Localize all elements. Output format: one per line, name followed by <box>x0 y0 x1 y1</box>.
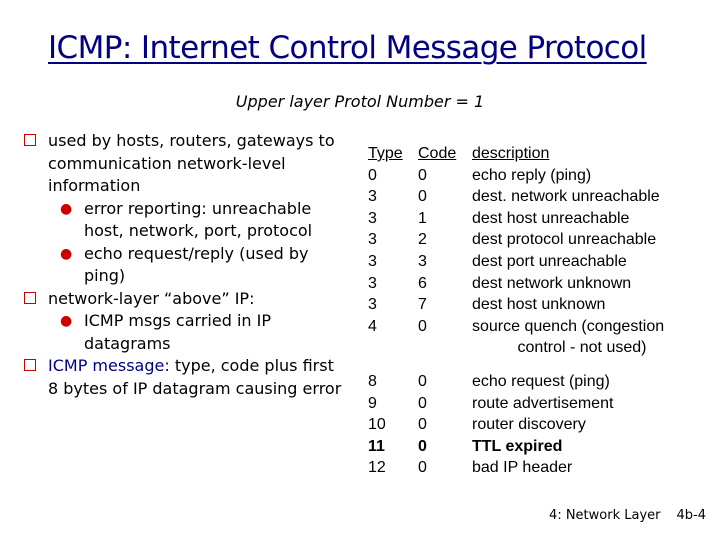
cell-type: 8 <box>368 372 377 390</box>
cell-type: 9 <box>368 394 377 412</box>
bullet-text: type, code plus first 8 bytes of IP datagram causing error <box>48 356 342 398</box>
cell-code: 2 <box>418 231 427 249</box>
sub-bullet-icon: ● <box>60 313 73 329</box>
bullet-text: used by hosts, routers, gateways to communication network-level information <box>48 131 335 195</box>
header-description: description <box>472 145 550 162</box>
sub-bullet-item <box>24 198 344 243</box>
cell-code: 0 <box>418 459 427 477</box>
sub-bullet-item <box>24 243 344 288</box>
bullet-text: ICMP msgs carried in IP datagrams <box>84 311 271 353</box>
bullet-text: echo request/reply (used by ping) <box>84 243 309 285</box>
checkbox-bullet-icon <box>24 355 36 378</box>
bullet-item <box>24 288 344 311</box>
footer-chapter: 4: Network Layer <box>549 508 661 523</box>
checkbox-bullet-icon <box>24 130 36 153</box>
cell-description: TTL expired <box>472 437 563 455</box>
cell-code: 0 <box>418 437 427 455</box>
cell-code: 0 <box>418 188 427 206</box>
bullet-text: network-layer “above” IP: <box>48 288 255 308</box>
slide-footer <box>549 508 706 523</box>
cell-code: 3 <box>418 252 427 270</box>
cell-description: route advertisement <box>472 394 614 412</box>
sub-bullet-item <box>24 310 344 355</box>
cell-code: 0 <box>418 416 427 434</box>
cell-type: 4 <box>368 317 377 335</box>
checkbox-bullet-icon <box>24 288 36 311</box>
bullet-item <box>24 130 344 198</box>
cell-description: echo reply (ping) <box>472 166 592 184</box>
cell-description: echo request (ping) <box>472 372 610 390</box>
cell-code: 0 <box>418 166 427 184</box>
sub-bullet-icon: ● <box>60 200 73 217</box>
bullet-list <box>24 130 344 400</box>
cell-description: dest host unknown <box>472 296 606 314</box>
cell-type: 11 <box>368 437 385 455</box>
slide-title: ICMP: Internet Control Message Protocol <box>48 30 647 66</box>
cell-description: router discovery <box>472 416 586 434</box>
cell-description: dest network unknown <box>472 274 632 292</box>
cell-code: 0 <box>418 372 427 390</box>
cell-code: 0 <box>418 317 427 335</box>
sub-bullet-icon: ● <box>60 245 73 262</box>
cell-code: 6 <box>418 274 427 292</box>
cell-type: 3 <box>368 209 377 227</box>
cell-code: 1 <box>418 209 427 227</box>
header-type: Type <box>368 145 403 162</box>
cell-description: dest protocol unreachable <box>472 231 657 249</box>
cell-type: 3 <box>368 188 377 206</box>
cell-type: 3 <box>368 231 377 249</box>
cell-type: 12 <box>368 459 386 477</box>
cell-code: 7 <box>418 296 427 314</box>
cell-type: 3 <box>368 252 377 270</box>
cell-type: 3 <box>368 296 377 314</box>
bullet-label: ICMP message: <box>48 356 170 375</box>
cell-code: 0 <box>418 394 427 412</box>
slide-subtitle: Upper layer Protol Number = 1 <box>235 92 485 111</box>
cell-description-continuation: control - not used) <box>517 339 647 357</box>
cell-description: bad IP header <box>472 459 573 477</box>
cell-description: dest. network unreachable <box>472 188 660 206</box>
bullet-item <box>24 355 344 400</box>
cell-type: 10 <box>368 416 386 434</box>
cell-type: 0 <box>368 166 377 184</box>
cell-description: dest port unreachable <box>472 252 627 270</box>
header-code: Code <box>418 145 457 162</box>
bullet-text: error reporting: unreachable host, network, port, protocol <box>84 198 313 240</box>
cell-description: source quench (congestion <box>472 317 665 335</box>
cell-description: dest host unreachable <box>472 209 630 227</box>
footer-page-number: 4b-4 <box>676 508 706 523</box>
cell-type: 3 <box>368 274 377 292</box>
